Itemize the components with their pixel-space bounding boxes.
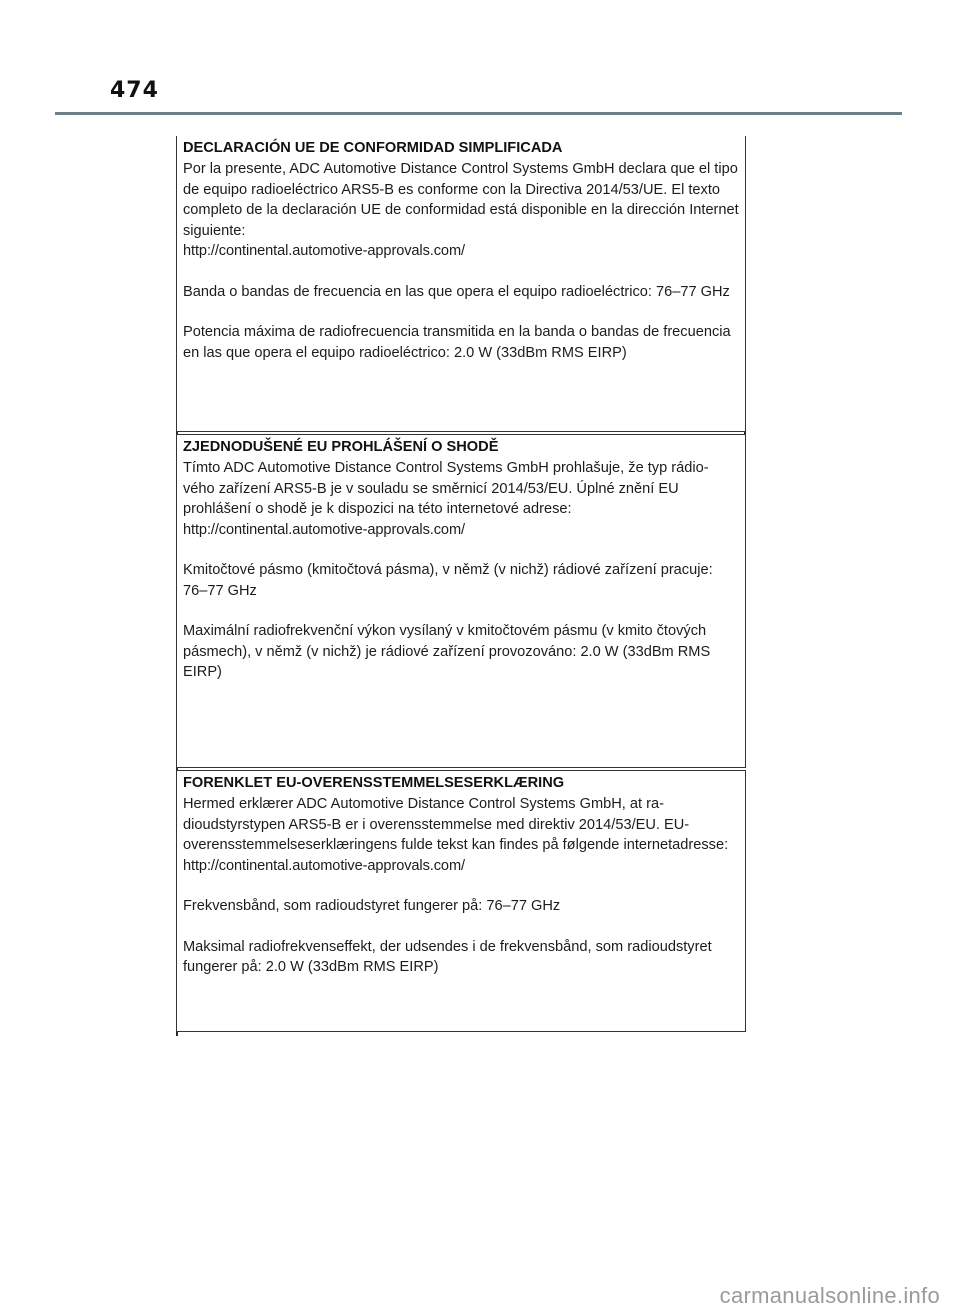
declaration-text: Hermed erklærer ADC Automotive Distance Control Systems GmbH, at ra-dioudstyrstypen ARS5-B er i overensstemmelse med direktiv 2014/53/EU. EU-overensstemmelseserklæringens fulde tekst kan findes på følgende internetadresse:	[183, 796, 729, 853]
section-title: DECLARACIÓN UE DE CONFORMIDAD SIMPLIFICADA	[183, 140, 563, 156]
max-power-text: Maximální radiofrekvenční výkon vysílaný v kmitočtovém pásmu (v kmito čtových pásmech), v němž (v nichž) je rádiové zařízení provozováno: 2.0 W (33dBm RMS EIRP)	[183, 623, 711, 680]
declaration-section-es	[176, 136, 746, 432]
approvals-url: http://continental.automotive-approvals.com/	[183, 857, 465, 874]
declaration-section-da	[176, 770, 746, 1032]
declaration-text: Tímto ADC Automotive Distance Control Systems GmbH prohlašuje, že typ rádio-vého zařízení ARS5-B je v souladu se směrnicí 2014/53/EU. Úplné znění EU prohlášení o shodě je k dispozici na této internetové adrese:	[183, 460, 709, 517]
declaration-section-cs	[176, 434, 746, 768]
section-title: ZJEDNODUŠENÉ EU PROHLÁŠENÍ O SHODĚ	[183, 439, 499, 455]
header-divider	[55, 112, 902, 115]
site-watermark: carmanualsonline.info	[719, 1283, 940, 1308]
page-number: 474	[110, 78, 159, 103]
max-power-text: Potencia máxima de radiofrecuencia transmitida en la banda o bandas de frecuencia en las que opera el equipo radioeléctrico: 2.0 W (33dBm RMS EIRP)	[183, 324, 731, 361]
section-title: FORENKLET EU-OVERENSSTEMMELSESERKLÆRING	[183, 775, 565, 791]
declarations-scan	[176, 136, 750, 1036]
frequency-band-text: Frekvensbånd, som radioudstyret fungerer på: 76–77 GHz	[183, 898, 561, 914]
declaration-text: Por la presente, ADC Automotive Distance Control Systems GmbH declara que el tipo de equipo radioeléctrico ARS5-B es conforme con la Directiva 2014/53/UE. El texto completo de la declaración UE de conformidad está disponible en la dirección Internet siguiente:	[183, 161, 739, 239]
approvals-url: http://continental.automotive-approvals.com/	[183, 243, 465, 259]
frequency-band-text: Banda o bandas de frecuencia en las que opera el equipo radioeléctrico: 76–77 GHz	[183, 283, 730, 300]
approvals-url: http://continental.automotive-approvals.com/	[183, 521, 465, 538]
frequency-band-text: Kmitočtové pásmo (kmitočtová pásma), v němž (v nichž) rádiové zařízení pracuje: 76–77 GHz	[183, 562, 713, 599]
max-power-text: Maksimal radiofrekvenseffekt, der udsendes i de frekvensbånd, som radioudstyret fungerer på: 2.0 W (33dBm RMS EIRP)	[183, 938, 712, 975]
